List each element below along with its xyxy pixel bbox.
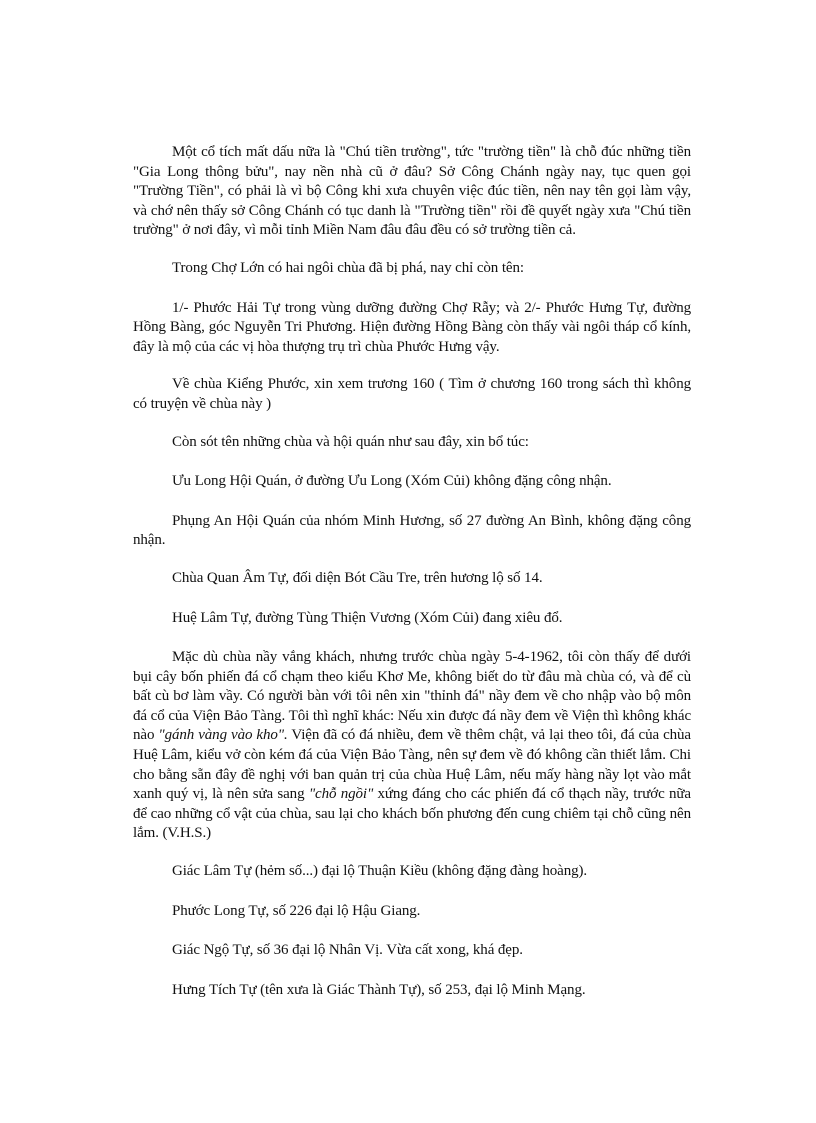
paragraph-hue-lam-stones xyxy=(133,648,691,844)
paragraph-truong-tien: Một cổ tích mất dấu nữa là "Chú tiền trường", tức "trường tiền" là chỗ đúc những tiền "Gia Long thông bửu", nay nền nhà cũ ở đâu? Sở Công Chánh ngày nay, tục quen gọi "Trường Tiền", có phải là vì bộ Công khi xưa chuyên việc đúc tiền, nên nay tên gọi làm vậy, và chớ nên thấy sở Công Chánh có tục danh là "Trường tiền" rồi đề quyết ngày xưa "Chú tiền trường" ở nơi đây, vì mỗi tỉnh Miền Nam đâu đâu đều có sở trường tiền cả. xyxy=(133,144,691,239)
paragraph-remaining-list-intro: Còn sót tên những chùa và hội quán như sau đây, xin bổ túc: xyxy=(172,433,529,450)
text-segment: Viện đã có đá nhiều, đem về thêm chật, vả lại theo tôi, đá của chùa Huệ Lâm, kiểu vở còn kém đá của Viện Bảo Tàng, nên sự đem về đó không cần thiết lắm. Chi cho bằng sẵn đây đề nghị với ban quản trị của chùa Huệ Lâm, nếu mấy hàng nầy lọt vào mắt xanh quý vị, là nên sửa sang xyxy=(133,727,691,803)
paragraph-hung-tich: Hưng Tích Tự (tên xưa là Giác Thành Tự), số 253, đại lộ Minh Mạng. xyxy=(172,981,586,998)
paragraph-giac-lam: Giác Lâm Tự (hẻm số...) đại lộ Thuận Kiều (không đặng đàng hoàng). xyxy=(172,863,588,880)
paragraph-destroyed-temples: 1/- Phước Hải Tự trong vùng dưỡng đường Chợ Rẫy; và 2/- Phước Hưng Tự, đường Hồng Bàng, góc Nguyễn Tri Phương. Hiện đường Hồng Bàng còn thấy vài ngôi tháp cổ kính, đây là mộ của các vị hòa thượng trụ trì chùa Phước Hưng vậy. xyxy=(133,299,691,355)
paragraph-phung-an: Phụng An Hội Quán của nhóm Minh Hương, số 27 đường An Bình, không đặng công nhận. xyxy=(133,512,691,549)
paragraph-giac-ngo: Giác Ngộ Tự, số 36 đại lộ Nhân Vị. Vừa cất xong, khá đẹp. xyxy=(172,942,523,959)
italic-quote: "gánh vàng vào kho". xyxy=(158,727,288,744)
paragraph-cho-lon-intro: Trong Chợ Lớn có hai ngôi chùa đã bị phá, nay chỉ còn tên: xyxy=(172,259,524,276)
text-segment: Mặc dù chùa nầy vắng khách, nhưng trước chùa ngày 5-4-1962, tôi còn thấy để dưới bụi cây bốn phiến đá cổ chạm theo kiểu Khơ Me, không biết do từ đâu mà chùa có, và để cù bất cù bơ làm vầy. Có người bàn với tôi nên xin "thỉnh đá" nầy đem về cho nhập vào bộ môn đá cổ của Viện Bảo Tàng. Tôi thì nghĩ khác: Nếu xin được đá nầy đem về Viện thì không khác nào xyxy=(133,649,691,744)
document-body xyxy=(133,143,691,1020)
italic-quote: "chỗ ngồi" xyxy=(308,786,374,803)
text-segment: xứng đáng cho các phiến đá cổ thạch nầy, trước nữa để cao những cổ vật của chùa, sau lại cho khách bốn phương đến cung chiêm tại chỗ cũng nên lắm. (V.H.S.) xyxy=(133,786,691,842)
paragraph-phuoc-long: Phước Long Tự, số 226 đại lộ Hậu Giang. xyxy=(172,902,421,919)
paragraph-kieng-phuoc: Về chùa Kiểng Phước, xin xem trương 160 ( Tìm ở chương 160 trong sách thì không có truyện về chùa này ) xyxy=(133,376,691,412)
paragraph-quan-am: Chùa Quan Âm Tự, đối diện Bót Cầu Tre, trên hương lộ số 14. xyxy=(172,569,543,586)
paragraph-hue-lam: Huệ Lâm Tự, đường Tùng Thiện Vương (Xóm Củi) đang xiêu đổ. xyxy=(172,609,563,626)
paragraph-uu-long: Ưu Long Hội Quán, ở đường Ưu Long (Xóm Củi) không đặng công nhận. xyxy=(172,473,612,490)
